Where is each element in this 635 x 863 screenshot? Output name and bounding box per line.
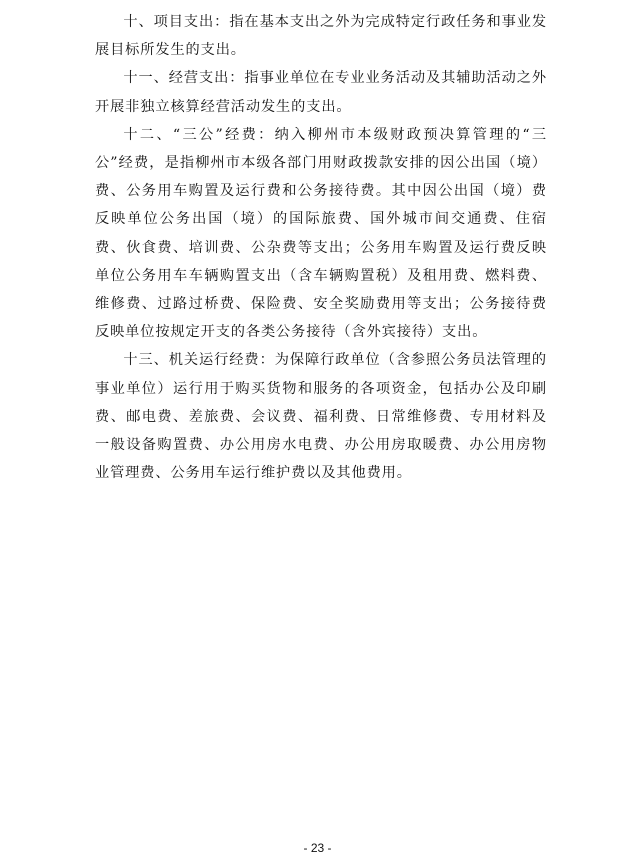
paragraph-operating-expenditure: 十一、经营支出：指事业单位在专业业务活动及其辅助活动之外开展非独立核算经营活动发生的支出。 xyxy=(95,70,547,115)
paragraph-three-public-expenses: 十二、“三公”经费：纳入柳州市本级财政预决算管理的“三公”经费，是指柳州市本级各部门用财政拨款安排的因公出国（境）费、公务用车购置及运行费和公务接待费。其中因公出国（境）费反映单位公务出国（境）的国际旅费、国外城市间交通费、住宿费、伙食费、培训费、公杂费等支出；公务用车购置及运行费反映单位公务用车车辆购置支出（含车辆购置税）及租用费、燃料费、维修费、过路过桥费、保险费、安全奖励费用等支出；公务接待费反映单位按规定开支的各类公务接待（含外宾接待）支出。 xyxy=(95,126,547,341)
paragraph-agency-operating-funds: 十三、机关运行经费：为保障行政单位（含参照公务员法管理的事业单位）运行用于购买货物和服务的各项资金，包括办公及印刷费、邮电费、差旅费、会议费、福利费、日常维修费、专用材料及一般设备购置费、办公用房水电费、办公用房取暖费、办公用房物业管理费、公务用车运行维护费以及其他费用。 xyxy=(95,352,547,482)
paragraph-project-expenditure: 十、项目支出：指在基本支出之外为完成特定行政任务和事业发展目标所发生的支出。 xyxy=(95,14,547,59)
page-number: - 23 - xyxy=(303,841,332,855)
document-body xyxy=(95,8,547,487)
